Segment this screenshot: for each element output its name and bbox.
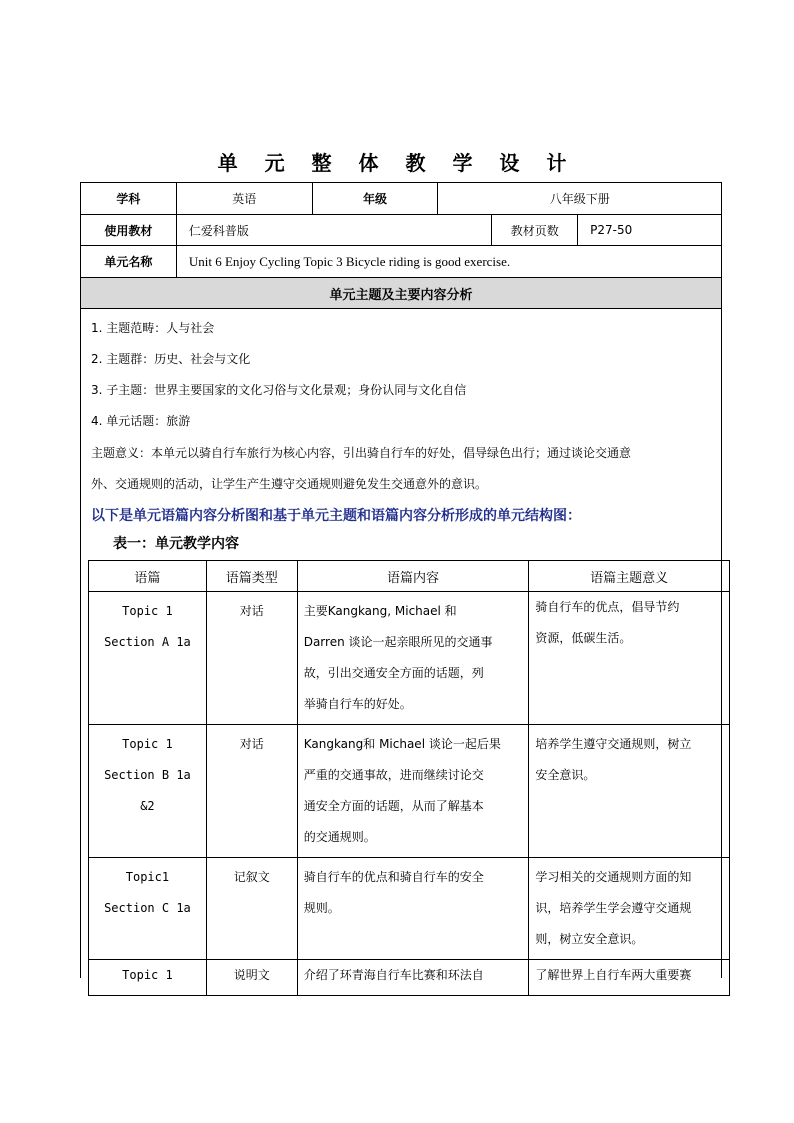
- row-type: 对话: [206, 592, 297, 725]
- pages-value: P27-50: [578, 215, 722, 246]
- table-row: [89, 725, 730, 858]
- page-title: 单 元 整 体 教 学 设 计: [217, 151, 577, 175]
- topic-group: 2. 主题群：历史、社会与文化: [91, 352, 251, 366]
- unit-label: 单元名称: [81, 246, 177, 278]
- subject-value: 英语: [176, 183, 312, 215]
- unit-value: Unit 6 Enjoy Cycling Topic 3 Bicycle riding is good exercise.: [176, 246, 721, 278]
- theme-meaning-2: 外、交通规则的活动，让学生产生遵守交通规则避免发生交通意外的意识。: [91, 477, 488, 491]
- header-text: 语篇: [89, 561, 207, 592]
- theme-meaning-1: 主题意义：本单元以骑自行车旅行为核心内容，引出骑自行车的好处，倡导绿色出行；通过谈论交通意: [91, 446, 632, 460]
- table-row: [89, 858, 730, 960]
- row-meaning: 学习相关的交通规则方面的知 识，培养学生学会遵守交通规 则，树立安全意识。: [529, 858, 730, 960]
- header-type: 语篇类型: [206, 561, 297, 592]
- row-meaning: 了解世界上自行车两大重要赛: [529, 960, 730, 996]
- row-content: 主要Kangkang, Michael 和 Darren 谈论一起亲眼所见的交通事 故，引出交通安全方面的话题，列 举骑自行车的好处。: [297, 592, 529, 725]
- row-text: Topic 1 Section A 1a: [89, 592, 207, 725]
- sub-topic: 3. 子主题：世界主要国家的文化习俗与文化景观；身份认同与文化自信: [91, 383, 467, 397]
- table-row: [89, 592, 730, 725]
- row-meaning: 培养学生遵守交通规则，树立 安全意识。: [529, 725, 730, 858]
- textbook-label: 使用教材: [81, 215, 177, 246]
- header-content: 语篇内容: [297, 561, 529, 592]
- table-row: [89, 960, 730, 996]
- row-type: 记叙文: [206, 858, 297, 960]
- subject-label: 学科: [81, 183, 177, 215]
- content-table-header: [89, 561, 730, 592]
- pages-label: 教材页数: [492, 215, 578, 246]
- row-text: Topic 1 Section B 1a &2: [89, 725, 207, 858]
- row-type: 对话: [206, 725, 297, 858]
- row-text: Topic1 Section C 1a: [89, 858, 207, 960]
- grade-label: 年级: [312, 183, 438, 215]
- table-title: 表一：单元教学内容: [113, 536, 239, 552]
- grade-value: 八年级下册: [438, 183, 722, 215]
- unit-topic: 4. 单元话题：旅游: [91, 414, 191, 428]
- textbook-value: 仁爱科普版: [176, 215, 491, 246]
- row-content: 介绍了环青海自行车比赛和环法自: [297, 960, 529, 996]
- header-meaning: 语篇主题意义: [529, 561, 730, 592]
- topic-category: 1. 主题范畴：人与社会: [91, 321, 215, 335]
- row-text: Topic 1: [89, 960, 207, 996]
- row-meaning: 骑自行车的优点，倡导节约 资源，低碳生活。: [529, 592, 730, 725]
- content-table: [88, 560, 730, 996]
- analysis-heading: 单元主题及主要内容分析: [81, 278, 722, 309]
- row-content: Kangkang和 Michael 谈论一起后果 严重的交通事故，进而继续讨论交 通安全方面的话题，从而了解基本 的交通规则。: [297, 725, 529, 858]
- row-content: 骑自行车的优点和骑自行车的安全 规则。: [297, 858, 529, 960]
- structure-intro: 以下是单元语篇内容分析图和基于单元主题和语篇内容分析形成的单元结构图：: [91, 508, 581, 524]
- row-type: 说明文: [206, 960, 297, 996]
